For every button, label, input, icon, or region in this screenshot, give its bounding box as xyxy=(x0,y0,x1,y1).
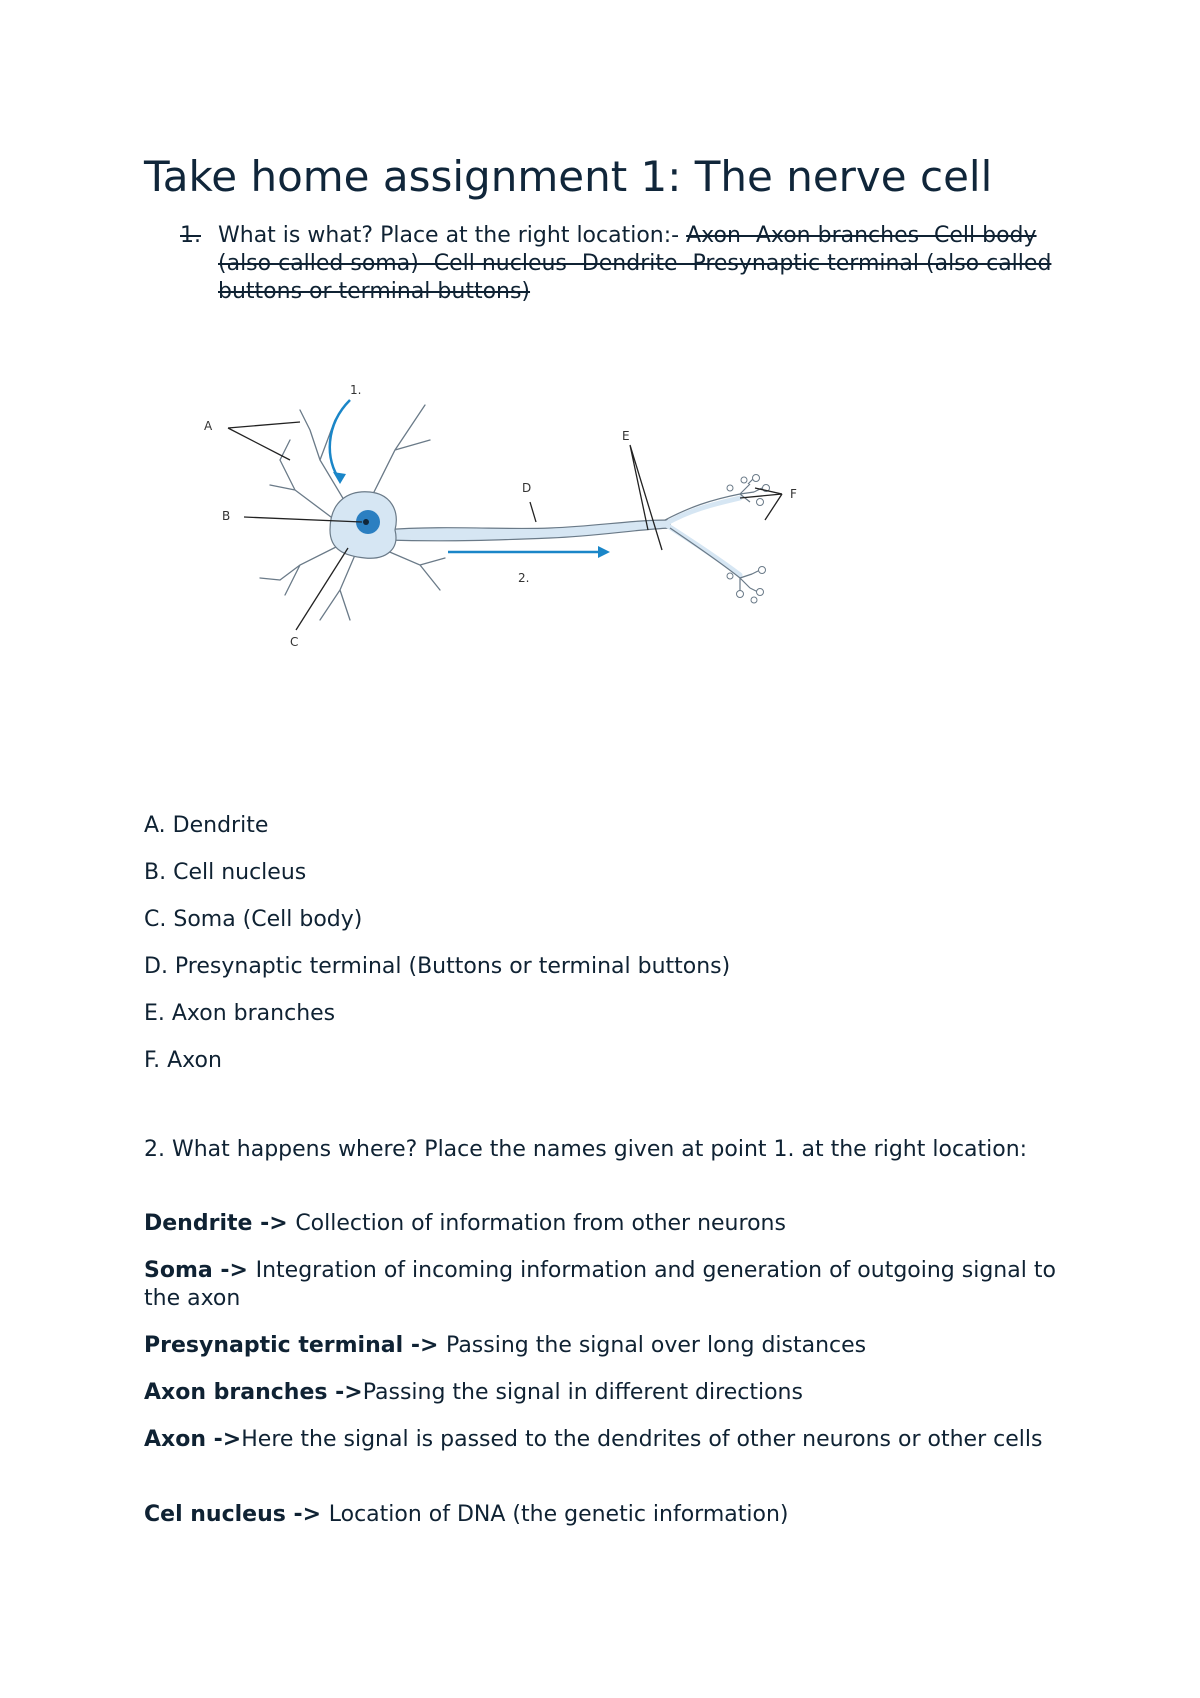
label-1: 1. xyxy=(350,383,362,397)
answer-a: A. Dendrite xyxy=(144,813,269,838)
q2-term: Dendrite xyxy=(144,1211,253,1236)
q2-sep: -> xyxy=(212,1258,256,1283)
label-f: F xyxy=(790,487,797,501)
question-1-prompt: What is what? Place at the right location:- xyxy=(218,223,687,248)
question-1 xyxy=(180,222,1060,306)
q2-term: Presynaptic terminal xyxy=(144,1333,404,1358)
label-c: C xyxy=(290,635,299,649)
q2-term: Axon xyxy=(144,1427,206,1452)
q2-sep: -> xyxy=(403,1333,447,1358)
answer-d: D. Presynaptic terminal (Buttons or terminal buttons) xyxy=(144,954,731,979)
q2-item-presynaptic xyxy=(144,1332,1064,1360)
axon-terminals xyxy=(665,498,740,575)
q2-desc: Integration of incoming information and generation of outgoing signal to the axon xyxy=(144,1258,1056,1311)
q2-sep: -> xyxy=(285,1502,329,1527)
axon-shape xyxy=(380,520,670,541)
answer-b: B. Cell nucleus xyxy=(144,860,307,885)
q2-desc: Passing the signal in different directions xyxy=(362,1380,803,1405)
question-1-number: 1. xyxy=(180,223,201,248)
q2-sep: -> xyxy=(327,1380,363,1405)
q2-term: Cel nucleus xyxy=(144,1502,286,1527)
label-d: D xyxy=(522,481,532,495)
q2-desc: Collection of information from other neurons xyxy=(295,1211,786,1236)
q2-term: Axon branches xyxy=(144,1380,328,1405)
q2-desc: Location of DNA (the genetic information) xyxy=(328,1502,789,1527)
q2-item-axon-branches xyxy=(144,1379,1064,1407)
neuron-diagram xyxy=(200,380,900,710)
q2-item-axon xyxy=(144,1426,1064,1454)
label-2: 2. xyxy=(518,571,530,585)
question-1-body xyxy=(218,222,1060,306)
q2-desc: Passing the signal over long distances xyxy=(446,1333,867,1358)
leader-lines xyxy=(228,422,782,630)
q2-sep: -> xyxy=(252,1211,296,1236)
q2-desc: Here the signal is passed to the dendrites of other neurons or other cells xyxy=(241,1427,1043,1452)
label-a: A xyxy=(204,419,213,433)
label-e: E xyxy=(622,429,630,443)
question-1-struck-list: Axon- Axon branches- Cell body (also called soma)- Cell nucleus- Dendrite- Presynaptic terminal (also called buttons or terminal buttons) xyxy=(218,223,1052,304)
page-title: Take home assignment 1: The nerve cell xyxy=(144,152,993,201)
answer-f: F. Axon xyxy=(144,1048,222,1073)
q2-term: Soma xyxy=(144,1258,213,1283)
q2-sep: -> xyxy=(206,1427,242,1452)
q2-item-soma xyxy=(144,1257,1064,1313)
terminal-buttons xyxy=(727,475,770,604)
question-2-prompt: 2. What happens where? Place the names given at point 1. at the right location: xyxy=(144,1137,1028,1162)
answer-c: C. Soma (Cell body) xyxy=(144,907,363,932)
answer-e: E. Axon branches xyxy=(144,1001,336,1026)
arrow-1 xyxy=(330,400,350,480)
q2-item-dendrite xyxy=(144,1210,1064,1238)
label-b: B xyxy=(222,509,231,523)
q2-item-nucleus xyxy=(144,1501,1064,1529)
